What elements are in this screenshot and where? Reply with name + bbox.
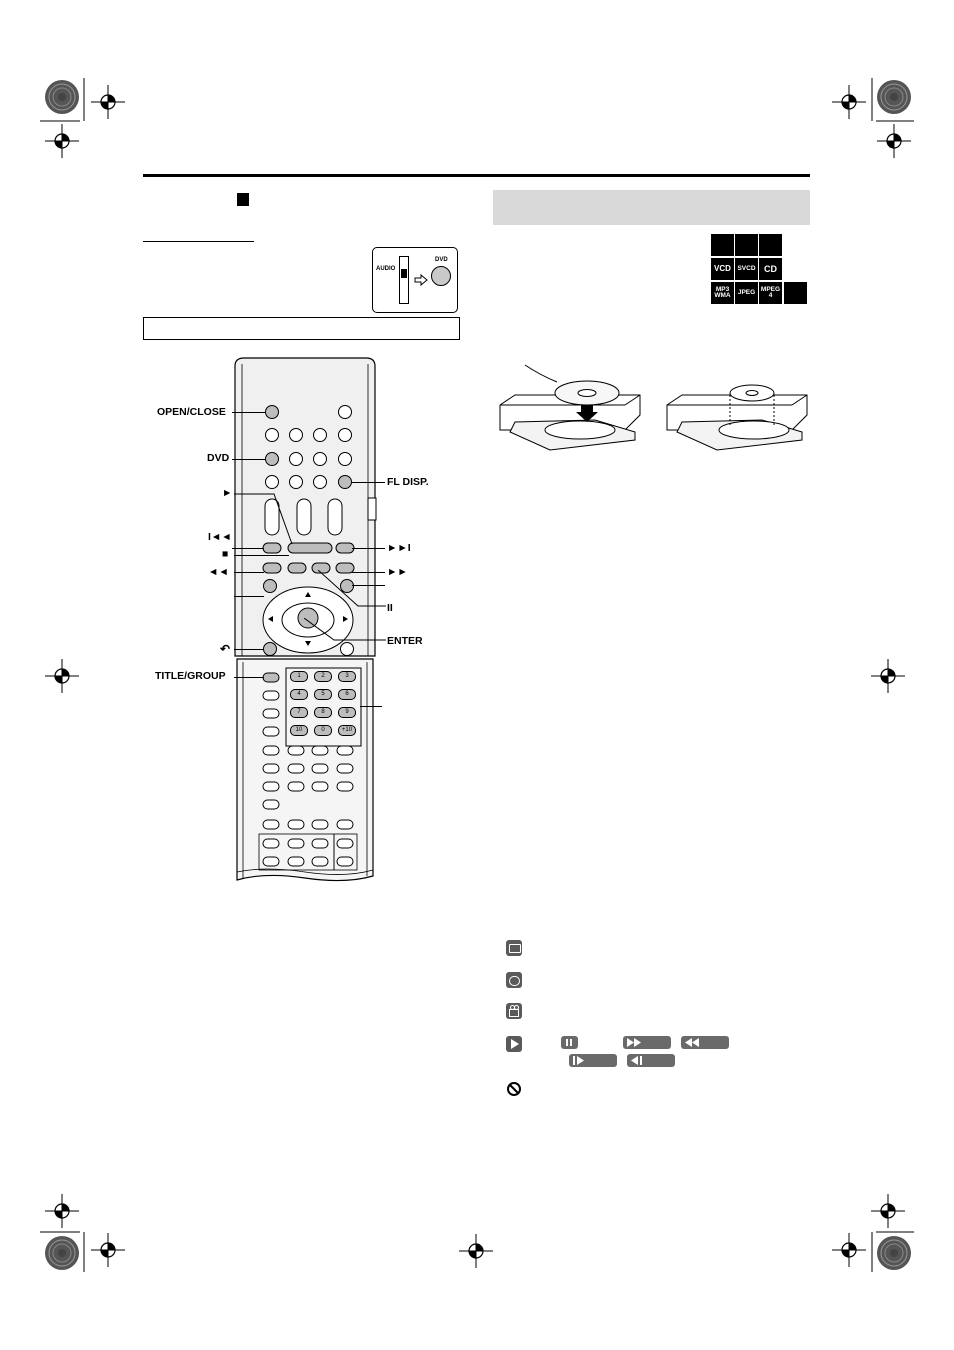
- enter-leader: [304, 618, 388, 644]
- angle-icon: [506, 1003, 522, 1019]
- prev-label: I◄◄: [208, 531, 232, 543]
- format-mpeg4: MPEG 4: [759, 282, 782, 304]
- switch-inset: [372, 247, 458, 313]
- forward-label: ►►: [387, 566, 408, 578]
- disc-loading-illustration-2: [662, 375, 812, 455]
- key-2[interactable]: 2: [314, 671, 332, 682]
- key-plus10[interactable]: +10: [338, 725, 356, 736]
- header-rule: [143, 174, 810, 177]
- open-close-label: OPEN/CLOSE: [157, 406, 226, 418]
- enter-label: ENTER: [387, 635, 423, 647]
- next-leader: [352, 548, 385, 549]
- pause-label: II: [387, 602, 393, 614]
- format-cell-blank-2: [735, 234, 758, 256]
- play-label: ►: [222, 487, 233, 499]
- prev-leader: [232, 548, 264, 549]
- rewind-label: ◄◄: [208, 566, 229, 578]
- playback-mode-icon: [506, 1036, 522, 1052]
- key-1[interactable]: 1: [290, 671, 308, 682]
- section-marker-square: [237, 193, 249, 206]
- dvd-leader: [232, 459, 265, 460]
- prohibited-icon: [506, 1081, 522, 1097]
- dvd-indicator-button: [431, 266, 451, 286]
- fast-forward-icon: [623, 1036, 671, 1049]
- key-9[interactable]: 9: [338, 707, 356, 718]
- return-label: ↶: [220, 642, 231, 656]
- switch-audio-label: AUDIO: [376, 266, 396, 272]
- section-header-bar: [493, 190, 810, 225]
- format-jpeg: JPEG: [735, 282, 758, 304]
- open-close-leader: [232, 412, 265, 413]
- switch-dvd-label: DVD: [435, 257, 448, 263]
- stop-label: ■: [222, 548, 229, 560]
- stop-leader: [234, 555, 289, 556]
- pause-icon: [561, 1036, 578, 1049]
- play-leader: [234, 490, 294, 550]
- next-label: ►►I: [387, 542, 411, 554]
- fl-disp-label: FL DISP.: [387, 476, 429, 488]
- fast-reverse-icon: [681, 1036, 729, 1049]
- format-cell-blank-1: [711, 234, 734, 256]
- audio-icon: [506, 972, 522, 988]
- format-cd: CD: [759, 258, 782, 280]
- fl-disp-leader: [352, 482, 385, 483]
- dvd-label: DVD: [207, 452, 230, 464]
- disc-loading-illustration-1: [495, 360, 645, 455]
- slow-forward-icon: [569, 1054, 617, 1067]
- title-group-label: TITLE/GROUP: [155, 670, 226, 682]
- note-box: [143, 317, 460, 340]
- numeric-keypad: [290, 671, 360, 741]
- key-3[interactable]: 3: [338, 671, 356, 682]
- pause-leader: [318, 570, 388, 610]
- key-8[interactable]: 8: [314, 707, 332, 718]
- keypad-leader: [360, 706, 382, 707]
- key-7[interactable]: 7: [290, 707, 308, 718]
- format-svcd: SVCD: [735, 258, 758, 280]
- left-button-leader: [234, 596, 264, 597]
- rewind-leader: [234, 572, 264, 573]
- format-vcd: VCD: [711, 258, 734, 280]
- format-cell-blank-3: [759, 234, 782, 256]
- subtitle-icon: [506, 940, 522, 956]
- format-cell-blank-4: [784, 282, 807, 304]
- key-4[interactable]: 4: [290, 689, 308, 700]
- subheading-underline: [143, 241, 254, 242]
- key-5[interactable]: 5: [314, 689, 332, 700]
- arrow-right-icon: [414, 274, 428, 286]
- mode-switch: [399, 256, 409, 304]
- title-group-leader: [234, 677, 264, 678]
- key-10[interactable]: 10: [290, 725, 308, 736]
- slow-reverse-icon: [627, 1054, 675, 1067]
- format-mp3-wma: MP3 WMA: [711, 282, 734, 304]
- return-leader: [234, 649, 264, 650]
- key-0[interactable]: 0: [314, 725, 332, 736]
- key-6[interactable]: 6: [338, 689, 356, 700]
